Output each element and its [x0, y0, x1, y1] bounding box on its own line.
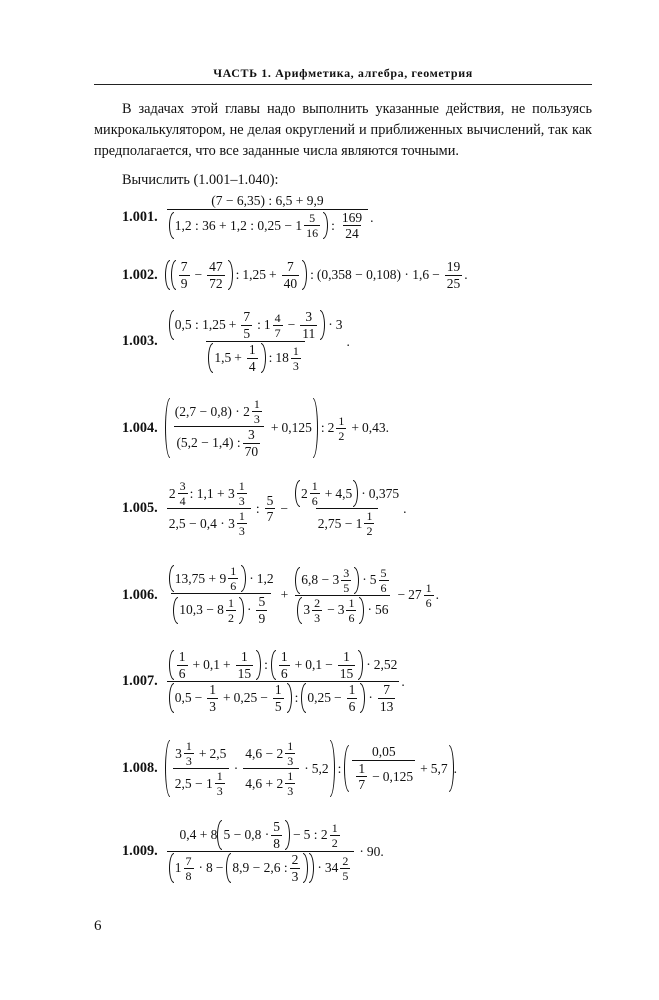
problem-1-005	[122, 480, 407, 537]
problem-number: 1.008.	[122, 760, 158, 776]
problem-number: 1.001.	[122, 208, 158, 225]
formula: 2 3 4 : 1,1 + 3 1 3 2,5 − 0,4 · 3 1 3 : 5 7 − 2 1 6 + 4,5 · 0,375 2,75 − 1 1 2 .	[168, 479, 407, 538]
problem-1-001	[122, 194, 374, 241]
problem-1-006	[122, 565, 439, 625]
formula: 0,5 : 1,25 + $\frac{7}{5}$ : 1 4 7 − $\frac{3}{11}$ · 3 1,5 + $\frac{1}{4}$ : 18 1 3 .	[165, 310, 350, 373]
formula: 0,4 + 8 5 − 0,8 · 5 8 − 5 : 2 $\frac{1}{2}$ 1 7 8 · 8 − 8,9 − 2,6 : 2 3 · 34 2 5 · 90.	[165, 820, 384, 883]
problem-number: 1.005.	[122, 500, 158, 516]
problem-number: 1.007.	[122, 673, 158, 689]
formula: 1 6 + 0,1 + $\frac{1}{15}$ : 1 6 + 0,1 − $\frac{1}{15}$ · 2,52 0,5 − $\frac{1}{3}$ + 0,25 − $\frac{1}{5}$ : 0,25 − $\frac{1}{6}$ · 7 13 .	[165, 650, 405, 713]
problem-1-002	[122, 260, 468, 290]
formula: (7 − 6,35) : 6,5 + 9,9 1,2 : 36 + 1,2 : 0,25 − 1 5 16 : 169 24 .	[165, 194, 374, 241]
problem-number: 1.006.	[122, 586, 158, 603]
problem-1-003	[122, 310, 350, 373]
problem-number: 1.002.	[122, 266, 158, 283]
problem-1-004	[122, 398, 389, 458]
formula: (2,7 − 0,8) · 2 1 3 (5,2 − 1,4) : 3 70 + 0,125 : 2 1 2 + 0,43.	[165, 398, 389, 458]
problem-number: 1.003.	[122, 333, 158, 349]
formula: 3 1 3 + 2,5 2,5 − 1 1 3 · 4,6 − 2 1 3 4,6 + 2 1 3 · 5,2 : 0,05 1 7 − 0,125 + 5,7 .	[165, 740, 457, 797]
problem-1-009	[122, 820, 384, 883]
problem-number: 1.004.	[122, 419, 158, 436]
instruction: Вычислить (1.001–1.040):	[122, 172, 279, 188]
formula: 13,75 + 9 1 6 · 1,2 10,3 − 8 1 2 · 5 9 + 6,8 − 3 3 5 · 5 5 6 3 2 3 − 3 $\frac{1}{6}$ · 56 − 27 $\frac{1}{6}$ .	[165, 565, 439, 625]
problem-1-007	[122, 650, 405, 713]
problem-1-008	[122, 740, 457, 797]
page-number: 6	[94, 918, 102, 934]
running-header: ЧАСТЬ 1. Арифметика, алгебра, геометрия	[213, 66, 473, 80]
intro-paragraph: В задачах этой главы надо выполнить указанные действия, не пользуясь микрокалькулятором, не делая округлений и приближенных вычислений, так как предполагается, что все заданные числа являются точными.	[94, 101, 592, 159]
problem-number: 1.009.	[122, 843, 158, 859]
formula: 7 9 − $\frac{47}{72}$ : 1,25 + $\frac{7}{40}$ : (0,358 − 0,108) · 1,6 − $\frac{19}{25}$ .	[165, 260, 468, 290]
header-rule	[94, 84, 592, 85]
